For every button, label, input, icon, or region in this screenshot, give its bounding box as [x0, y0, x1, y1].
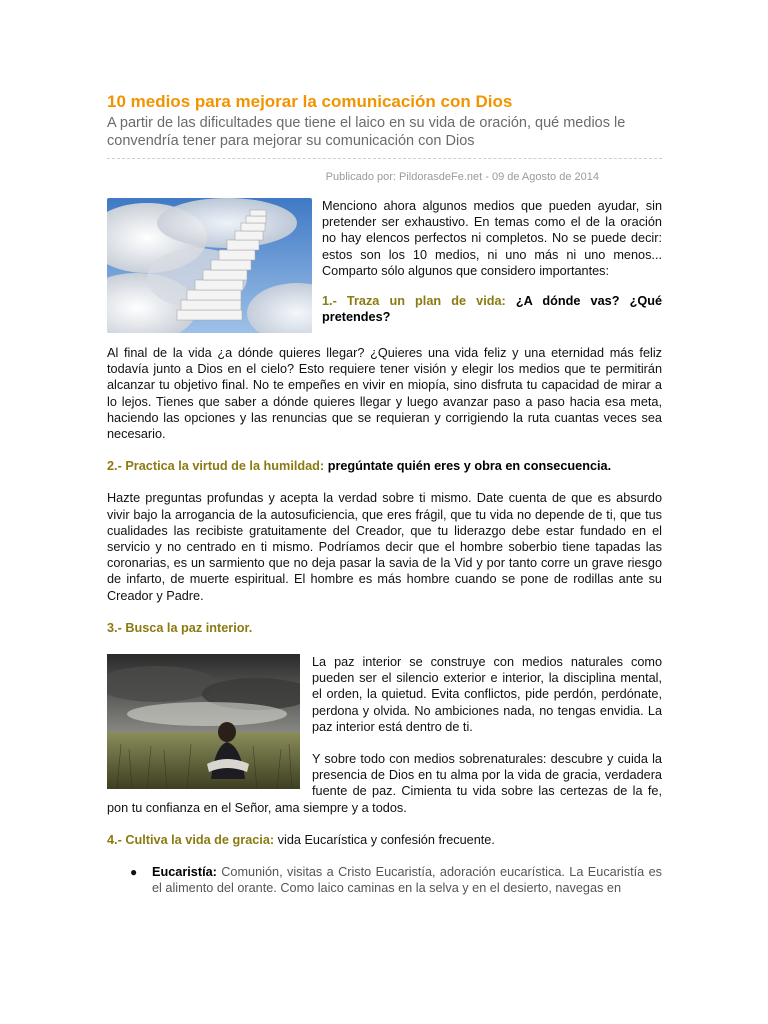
article [107, 92, 662, 896]
section-1-body: Al final de la vida ¿a dónde quieres llegar? ¿Quieres una vida feliz y una eternidad más feliz todavía junto a Dios en el cielo? Esto requiere tener visión y elegir los medios que te permitirán alcanzar tu objetivo final. No te empeñes en vivir en miopía, sino disfruta tu capacidad de mirar a lo lejos. Tienes que saber a dónde quieres llegar y luego avanzar paso a paso hacia esa meta, haciendo las opciones y las renuncias que se requieran y corrigiendo la ruta cuantas veces sea necesario. [107, 346, 662, 442]
page-title: 10 medios para mejorar la comunicación con Dios [107, 92, 513, 111]
section-1-heading-rest: ¿A dónde vas? ¿Qué pretendes? [322, 294, 662, 325]
section-2-body: Hazte preguntas profundas y acepta la verdad sobre ti mismo. Date cuenta de que es absurdo vivir bajo la arrogancia de la autosuficiencia, que eres frágil, que tu vida no depende de ti, que tus cualidades las recibiste gratuitamente del Creador, que tu liderazgo debe estar fundado en el servicio y no centrado en ti mismo. Podríamos decir que el hombre soberbio tiene tapadas las coronarias, es un sarmiento que no deja pasar la savia de la Vid y por tanto corre un grave riesgo de infarto, de muerte espiritual. El hombre es más hombre cuando se pone de rodillas ante su Creador y Padre. [107, 491, 662, 603]
publish-meta: Publicado por: PildorasdeFe.net - 09 de Agosto de 2014 [325, 171, 599, 183]
stairway-image [107, 198, 312, 333]
section-2-heading-label: 2.- Practica la virtud de la humildad: [107, 459, 325, 474]
section-3-body-1: La paz interior se construye con medios naturales como pueden ser el silencio exterior e interior, la disciplina mental, el orden, la quietud. Evita conflictos, pide perdón, perdónate, perdona y olvida. No ambiciones nada, no tengas envidia. La paz interior está dentro de ti. [312, 655, 662, 734]
person-field-image [107, 654, 300, 789]
section-3-body-2: Y sobre todo con medios sobrenaturales: descubre y cuida la presencia de Dios en tu alma por la vida de gracia, verdadera fuente de paz. Cimienta tu vida sobre las certezas de la fe, pon tu confianza en el Señor, ama siempre y a todos. [107, 752, 662, 815]
section-1-heading-label: 1.- Traza un plan de vida: [322, 294, 506, 309]
bullet-icon: ● [130, 865, 138, 880]
section-2-heading-rest: pregúntate quién eres y obra en consecuencia. [327, 459, 612, 474]
section-3-heading-label: 3.- Busca la paz interior. [107, 620, 253, 635]
list-item-label: Eucaristía: [152, 865, 217, 880]
section-4-heading [107, 832, 662, 848]
section-4-heading-rest: vida Eucarística y confesión frecuente. [277, 832, 495, 847]
section-4-list [107, 864, 662, 896]
section-4-heading-label: 4.- Cultiva la vida de gracia: [107, 832, 275, 847]
section-2-heading [107, 458, 662, 474]
list-item-text: Comunión, visitas a Cristo Eucaristía, adoración eucarística. La Eucaristía es el alimento del orante. Como laico caminas en la selva y en el desierto, navegas en [152, 865, 662, 896]
list-item [130, 864, 662, 896]
intro-paragraph: Menciono ahora algunos medios que pueden ayudar, sin pretender ser exhaustivo. En temas como el de la oración no hay elencos perfectos ni completos. No se puede decir: estos son los 10 medios, ni uno más ni uno menos... Comparto sólo algunos que considero importantes: [322, 199, 662, 278]
section-3-heading [107, 620, 662, 636]
page-subtitle: A partir de las dificultades que tiene el laico en su vida de oración, qué medios le convendría tener para mejorar su comunicación con Dios [107, 114, 662, 159]
